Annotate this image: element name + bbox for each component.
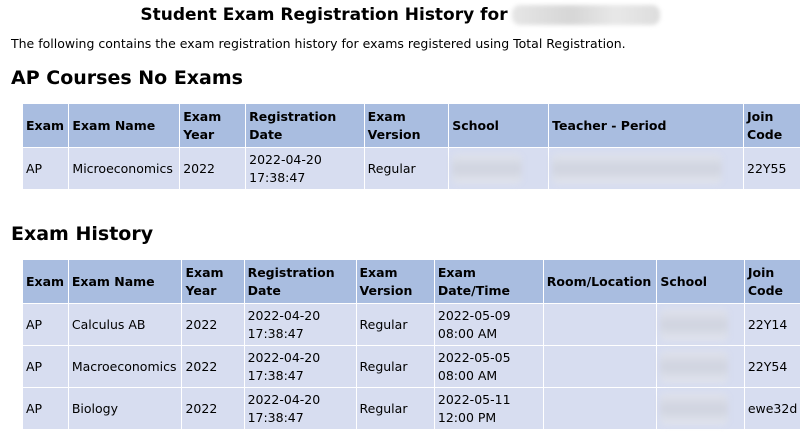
cell-school-redacted: [449, 148, 548, 189]
col-header-exam-year: Exam Year: [182, 260, 243, 303]
cell-school-redacted: [657, 304, 744, 345]
col-header-join-code: Join Code: [744, 104, 800, 147]
col-header-school: School: [449, 104, 548, 147]
table-header-row: [23, 260, 800, 303]
cell-join-code: 22Y55: [744, 148, 800, 189]
cell-exam-datetime: 2022-05-09 08:00 AM: [435, 304, 543, 345]
section-heading-exam-history: Exam History: [11, 223, 154, 245]
col-header-registration-date: Registration Date: [245, 260, 356, 303]
cell-room-location: [544, 346, 657, 387]
col-header-join-code: Join Code: [745, 260, 800, 303]
cell-exam-name: Microeconomics: [69, 148, 179, 189]
col-header-registration-date: Registration Date: [246, 104, 364, 147]
redacted-student-name: [512, 5, 660, 25]
cell-school-redacted: [657, 388, 744, 429]
ap-no-exams-table: [22, 103, 800, 190]
cell-exam-name: Calculus AB: [69, 304, 182, 345]
cell-registration-date: 2022-04-20 17:38:47: [245, 346, 356, 387]
cell-room-location: [544, 388, 657, 429]
table-row: [23, 388, 800, 429]
col-header-room-location: Room/Location: [544, 260, 657, 303]
cell-exam-year: 2022: [182, 388, 243, 429]
cell-exam: AP: [23, 346, 68, 387]
cell-exam-datetime: 2022-05-05 08:00 AM: [435, 346, 543, 387]
col-header-teacher-period: Teacher - Period: [549, 104, 743, 147]
col-header-exam-name: Exam Name: [69, 260, 182, 303]
section-heading-ap-no-exams: AP Courses No Exams: [11, 67, 243, 89]
cell-exam-year: 2022: [180, 148, 245, 189]
col-header-exam-version: Exam Version: [365, 104, 449, 147]
cell-exam-datetime: 2022-05-11 12:00 PM: [435, 388, 543, 429]
cell-exam-year: 2022: [182, 304, 243, 345]
cell-join-code: ewe32d: [745, 388, 800, 429]
cell-join-code: 22Y14: [745, 304, 800, 345]
cell-teacher-period-redacted: [549, 148, 743, 189]
cell-exam-version: Regular: [357, 304, 434, 345]
cell-exam-name: Biology: [69, 388, 182, 429]
cell-registration-date: 2022-04-20 17:38:47: [245, 388, 356, 429]
cell-exam-version: Regular: [365, 148, 449, 189]
cell-exam-name: Macroeconomics: [69, 346, 182, 387]
cell-exam-version: Regular: [357, 388, 434, 429]
cell-exam-version: Regular: [357, 346, 434, 387]
cell-exam: AP: [23, 148, 68, 189]
intro-text: The following contains the exam registration history for exams registered using Total Registration.: [11, 36, 626, 51]
col-header-exam-version: Exam Version: [357, 260, 434, 303]
cell-exam: AP: [23, 388, 68, 429]
table-row: [23, 304, 800, 345]
cell-school-redacted: [657, 346, 744, 387]
page-title: [0, 4, 800, 26]
cell-registration-date: 2022-04-20 17:38:47: [245, 304, 356, 345]
col-header-exam-datetime: Exam Date/Time: [435, 260, 543, 303]
page-title-text: Student Exam Registration History for: [140, 5, 508, 25]
col-header-exam-year: Exam Year: [180, 104, 245, 147]
col-header-exam-name: Exam Name: [69, 104, 179, 147]
exam-history-table: [22, 259, 800, 430]
col-header-exam: Exam: [23, 104, 68, 147]
cell-exam-year: 2022: [182, 346, 243, 387]
col-header-school: School: [657, 260, 744, 303]
table-row: [23, 148, 800, 189]
cell-registration-date: 2022-04-20 17:38:47: [246, 148, 364, 189]
table-row: [23, 346, 800, 387]
table-header-row: [23, 104, 800, 147]
cell-exam: AP: [23, 304, 68, 345]
cell-join-code: 22Y54: [745, 346, 800, 387]
col-header-exam: Exam: [23, 260, 68, 303]
cell-room-location: [544, 304, 657, 345]
